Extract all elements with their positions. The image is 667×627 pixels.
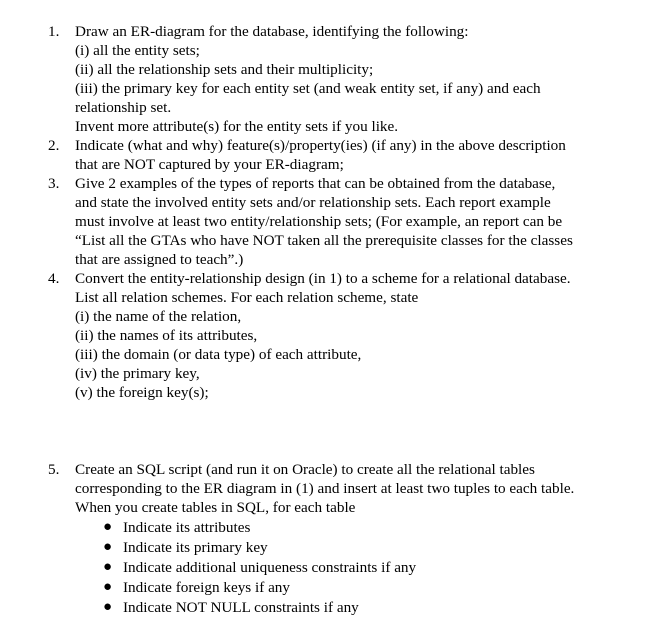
item-3-line-5: that are assigned to teach”.) <box>75 251 244 268</box>
item-2-line-2: that are NOT captured by your ER-diagram; <box>75 156 344 173</box>
item-4-number: 4. <box>48 270 60 287</box>
item-1-line-3: (ii) all the relationship sets and their multiplicity; <box>75 61 374 78</box>
item-2-line-1: Indicate (what and why) feature(s)/property(ies) (if any) in the above description <box>75 137 566 154</box>
item-3-number: 3. <box>48 175 60 192</box>
item-4-line-4: (ii) the names of its attributes, <box>75 327 258 344</box>
item-3-line-2: and state the involved entity sets and/or relationship sets. Each report example <box>75 194 551 211</box>
bullet-dot-1: ● <box>103 519 113 535</box>
item-5-line-1: Create an SQL script (and run it on Oracle) to create all the relational tables <box>75 461 535 478</box>
item-1-line-5: relationship set. <box>75 99 172 116</box>
item-5-line-2: corresponding to the ER diagram in (1) and insert at least two tuples to each table. <box>75 480 575 497</box>
item-1-number: 1. <box>48 23 60 40</box>
item-1-line-4: (iii) the primary key for each entity set (and weak entity set, if any) and each <box>75 80 541 97</box>
bullet-item-5: Indicate NOT NULL constraints if any <box>123 599 359 616</box>
item-1-line-1: Draw an ER-diagram for the database, identifying the following: <box>75 23 469 40</box>
bullet-dot-4: ● <box>103 579 113 595</box>
item-1-line-2: (i) all the entity sets; <box>75 42 200 59</box>
bullet-item-4: Indicate foreign keys if any <box>123 579 290 596</box>
item-3-line-4: “List all the GTAs who have NOT taken all the prerequisite classes for the classes <box>75 232 573 249</box>
bullet-item-3: Indicate additional uniqueness constraints if any <box>123 559 417 576</box>
bullet-item-2: Indicate its primary key <box>123 539 268 556</box>
item-5-line-3: When you create tables in SQL, for each table <box>75 499 356 516</box>
bullet-dot-3: ● <box>103 559 113 575</box>
item-4-line-6: (iv) the primary key, <box>75 365 200 382</box>
item-3-line-3: must involve at least two entity/relationship sets; (For example, an report can be <box>75 213 563 230</box>
bullet-dot-2: ● <box>103 539 113 555</box>
item-4-line-3: (i) the name of the relation, <box>75 308 242 325</box>
item-4-line-5: (iii) the domain (or data type) of each attribute, <box>75 346 362 363</box>
item-2-number: 2. <box>48 137 60 154</box>
item-4-line-1: Convert the entity-relationship design (in 1) to a scheme for a relational database. <box>75 270 571 287</box>
item-5-number: 5. <box>48 461 60 478</box>
item-4-line-2: List all relation schemes. For each relation scheme, state <box>75 289 419 306</box>
item-3-line-1: Give 2 examples of the types of reports that can be obtained from the database, <box>75 175 556 192</box>
item-1-line-6: Invent more attribute(s) for the entity sets if you like. <box>75 118 399 135</box>
bullet-item-1: Indicate its attributes <box>123 519 251 536</box>
item-4-line-7: (v) the foreign key(s); <box>75 384 209 401</box>
bullet-dot-5: ● <box>103 599 113 615</box>
